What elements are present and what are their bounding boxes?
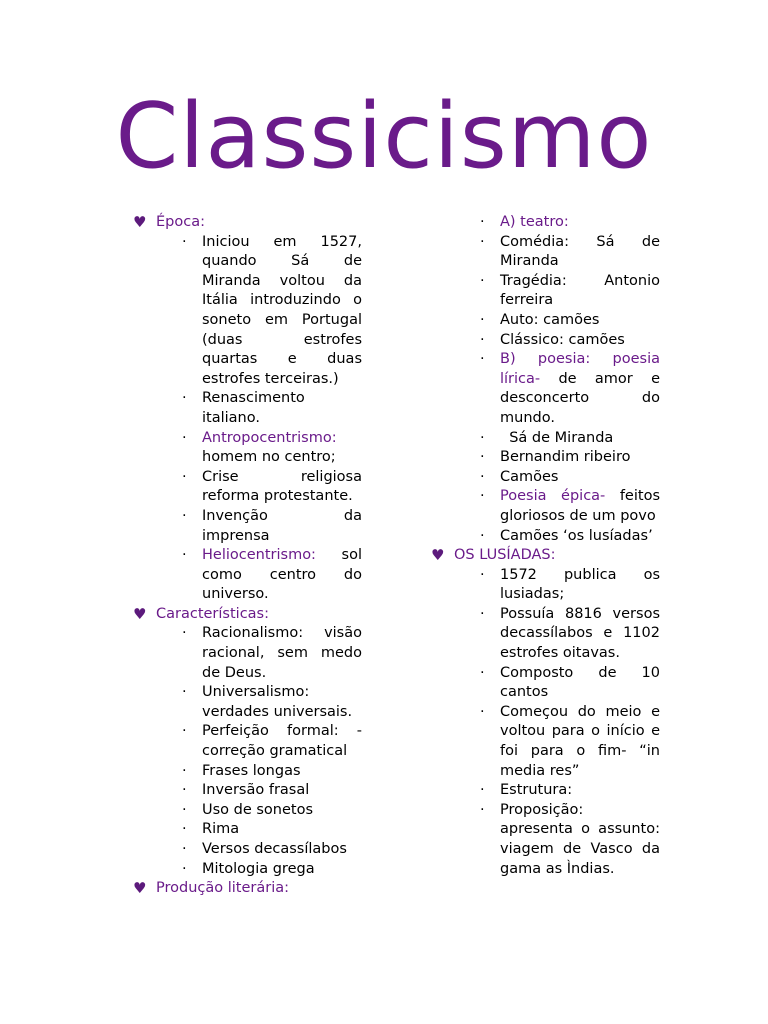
list-item	[428, 566, 665, 605]
list-item-text: Possuía 8816 versos decassílabos e 1102 estrofes oitavas.	[500, 605, 665, 662]
list-item	[130, 468, 367, 507]
bullet-dot-icon: ·	[182, 429, 187, 446]
list-item	[428, 233, 665, 272]
right-column	[428, 213, 665, 879]
bullet-dot-icon: ·	[480, 331, 485, 348]
bullet-dot-icon: ·	[480, 703, 485, 720]
list-item	[130, 840, 362, 860]
list-item	[130, 683, 362, 722]
bullet-dot-icon: ·	[182, 547, 187, 564]
list-item-text: de amor e desconcerto do mundo.	[500, 370, 665, 426]
bullet-dot-icon: ·	[480, 311, 485, 328]
list-item-text: sol como centro do universo.	[202, 547, 367, 603]
list-item-term: Poesia épica-	[500, 488, 606, 505]
list-item-text: Crise religiosa reforma protestante.	[202, 468, 367, 505]
list-item-text: 1572 publica os lusiadas;	[500, 566, 665, 603]
list-item	[130, 762, 362, 782]
list-item-text: homem no centro;	[202, 429, 342, 466]
heart-icon: ♥	[133, 604, 147, 623]
list-item-text: Frases longas	[202, 762, 301, 779]
bullet-dot-icon: ·	[182, 625, 187, 642]
list-item	[130, 429, 362, 468]
section-heading-text: OS LUSÍADAS:	[454, 547, 556, 564]
list-item	[130, 781, 362, 801]
heart-icon: ♥	[133, 879, 147, 898]
list-item-text: Comédia: Sá de Miranda	[500, 233, 665, 270]
list-item-term: Heliocentrismo:	[202, 547, 316, 564]
heart-icon: ♥	[133, 213, 147, 231]
bullet-dot-icon: ·	[480, 449, 485, 466]
bullet-dot-icon: ·	[182, 468, 187, 485]
list-item-term: B) poesia: poesia lírica-	[500, 351, 660, 387]
list-item	[428, 311, 660, 331]
list-item-text: Iniciou em 1527, quando Sá de Miranda voltou da Itália introduzindo o soneto em Portugal (duas estrofes quartas e duas estrofes terceiras.)	[202, 233, 367, 387]
list-item-text: Camões ‘os lusíadas’	[500, 527, 653, 544]
list-item-text: Perfeição formal: - correção gramatical	[202, 723, 367, 760]
list-item-text: Clássico: camões	[500, 331, 625, 348]
bullet-dot-icon: ·	[480, 351, 485, 368]
list-item-text: Inversão frasal	[202, 782, 310, 799]
list-item-text: Mitologia grega	[202, 860, 315, 877]
bullet-dot-icon: ·	[182, 821, 187, 838]
bullet-dot-icon: ·	[182, 860, 187, 877]
section-heading	[130, 213, 362, 233]
list-item-text: Bernandim ribeiro	[500, 449, 631, 466]
list-item	[428, 448, 660, 468]
bullet-dot-icon: ·	[182, 507, 187, 524]
list-item-text: Invenção da imprensa	[202, 507, 367, 544]
section-heading	[130, 879, 362, 899]
bullet-dot-icon: ·	[182, 782, 187, 799]
bullet-dot-icon: ·	[182, 801, 187, 818]
list-item-text: Tragédia: Antonio ferreira	[500, 272, 665, 309]
list-item-text: Uso de sonetos	[202, 801, 314, 818]
list-item	[428, 605, 665, 664]
bullet-dot-icon: ·	[480, 272, 485, 289]
section-heading-text: Características:	[156, 605, 269, 622]
list-item-term: A) teatro:	[500, 214, 569, 230]
list-item	[428, 664, 665, 703]
left-column	[130, 213, 367, 899]
list-item	[130, 801, 362, 821]
list-item-text: Racionalismo: visão racional, sem medo de Deus.	[202, 625, 367, 681]
list-item	[428, 331, 660, 351]
bullet-dot-icon: ·	[182, 762, 187, 779]
bullet-dot-icon: ·	[480, 488, 485, 505]
bullet-dot-icon: ·	[182, 684, 187, 701]
list-item	[428, 781, 660, 801]
bullet-dot-icon: ·	[480, 214, 485, 230]
list-item	[130, 233, 367, 390]
list-item	[428, 350, 665, 428]
list-item-text: Auto: camões	[500, 311, 600, 328]
list-item-text: Rima	[202, 821, 240, 838]
list-item	[428, 213, 660, 233]
list-item-text: Composto de 10 cantos	[500, 664, 665, 701]
list-item	[428, 272, 665, 311]
list-item-text: Sá de Miranda	[500, 429, 614, 446]
section-heading	[130, 605, 362, 625]
list-item	[130, 722, 367, 761]
list-item	[130, 389, 362, 428]
list-item-text: Começou do meio e voltou para o início e foi para o fim- “in media res”	[500, 703, 665, 779]
section-heading-text: Produção literária:	[156, 880, 290, 897]
list-item	[428, 527, 660, 547]
list-item	[130, 624, 367, 683]
list-item-text: Universalismo: verdades universais.	[202, 684, 353, 720]
bullet-dot-icon: ·	[480, 801, 485, 818]
list-item	[130, 546, 367, 605]
bullet-dot-icon: ·	[480, 566, 485, 583]
bullet-dot-icon: ·	[182, 723, 187, 740]
bullet-dot-icon: ·	[480, 782, 485, 799]
bullet-dot-icon: ·	[480, 468, 485, 485]
bullet-dot-icon: ·	[480, 429, 485, 446]
bullet-dot-icon: ·	[480, 664, 485, 681]
list-item-term: Antropocentrismo:	[202, 429, 337, 446]
list-item	[428, 429, 660, 449]
bullet-dot-icon: ·	[182, 390, 187, 407]
list-item	[130, 507, 367, 546]
list-item	[428, 703, 665, 781]
list-item	[130, 860, 362, 880]
bullet-dot-icon: ·	[182, 841, 187, 857]
heart-icon: ♥	[431, 546, 445, 565]
list-item-text: Estrutura:	[500, 782, 573, 799]
list-item-text: feitos gloriosos de um povo	[500, 488, 665, 524]
list-item-text: Renascimento italiano.	[202, 390, 310, 426]
list-item	[428, 468, 660, 488]
list-item-text: Proposição: apresenta o assunto: viagem de Vasco da gama as Ìndias.	[500, 801, 665, 877]
list-item-text: Versos decassílabos	[202, 841, 347, 857]
section-heading-text: Época:	[156, 214, 205, 230]
list-item	[428, 487, 665, 526]
bullet-dot-icon: ·	[182, 233, 187, 250]
bullet-dot-icon: ·	[480, 233, 485, 250]
list-item	[130, 820, 362, 840]
bullet-dot-icon: ·	[480, 527, 485, 544]
list-item	[428, 801, 665, 879]
section-heading	[428, 546, 660, 566]
page-title: Classicismo	[115, 84, 653, 189]
bullet-dot-icon: ·	[480, 605, 485, 622]
list-item-text: Camões	[500, 468, 559, 485]
